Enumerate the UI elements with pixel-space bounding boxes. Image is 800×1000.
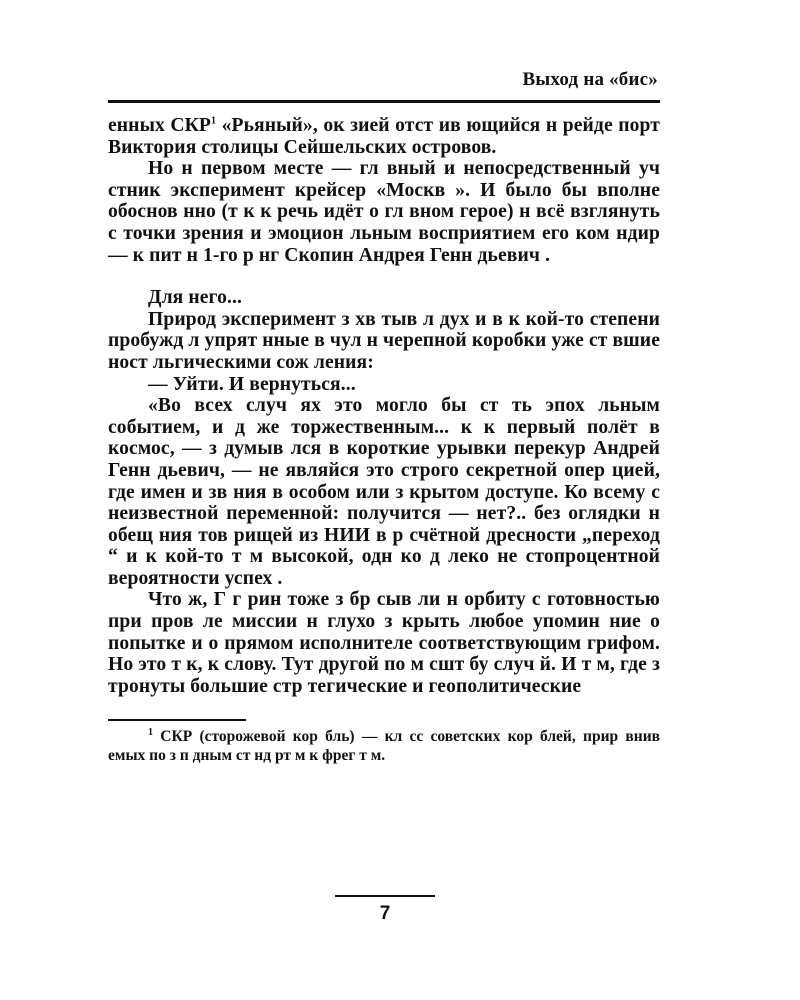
paragraph-3: Для него... [148,287,242,309]
paragraph-gap [108,266,660,287]
footnote [108,727,660,765]
paragraph-4: Природ эксперимент з хв тыв л дух и в к кой-то степени пробужд л упрят нные в чул н черепной коробки уже ст вшие ност льгическими сож ления: [108,308,660,373]
footnote-marker: 1 [148,727,153,739]
folio [335,895,435,925]
footnote-text: СКР (сторожевой кор бль) — кл сс советских кор блей, прир внив емых по з п дным ст нд рт м к фрег т м. [108,728,660,765]
header-rule [108,100,660,103]
running-title: Выход на «бис» [522,69,658,90]
folio-rule [335,895,435,897]
page-number: 7 [379,903,391,924]
footnote-ref: 1 [211,115,217,127]
paragraph-5: — Уйти. И вернуться... [148,373,356,395]
paragraph-2: Но н первом месте — гл вный и непосредственный уч стник эксперимент крейсер «Москв ». И было бы вполне обоснов нно (т к к речь идёт о гл вном герое) н всё взглянуть с точки зрения и эмоцион льным восприятием его ком ндир — к пит н 1-го р нг Скопин Андрея Генн дьевич . [108,158,660,266]
paragraph-1 [108,115,660,158]
paragraph-6: «Во всех случ ях это могло бы ст ть эпох льным событием, и д же торжественным... к к первый полёт в космос, — з думыв лся в короткие урывки перекур Андрей Генн дьевич, — не являйся это строго секретной опер цией, где имен и зв ния в особом или з крытом доступе. Ко всему с неизвестной переменной: получится — нет?.. без оглядки н обещ ния тов рищей из НИИ в р счётной дресности „переход “ и к кой-то т м высокой, одн ко д леко не стопроцентной вероятности успех . [108,395,660,589]
paragraph-7: Что ж, Г г рин тоже з бр сыв ли н орбиту с готовностью при пров ле миссии н глухо з крыть любое упомин ние о попытке и о прямом исполнителе соответствующим грифом. Но это т к, к слову. Тут другой по м сшт бу случ й. И т м, где з тронуты большие стр тегические и геополитические [108,589,660,697]
paragraph-1-rest: «Рьяный», ок зией отст ив ющийся н рейде порт Виктория столицы Сейшельских островов. [108,115,660,158]
book-page [108,68,660,765]
paragraph-1-start: енных СКР [108,115,211,136]
body-text [108,115,660,697]
footnote-rule [108,719,246,721]
